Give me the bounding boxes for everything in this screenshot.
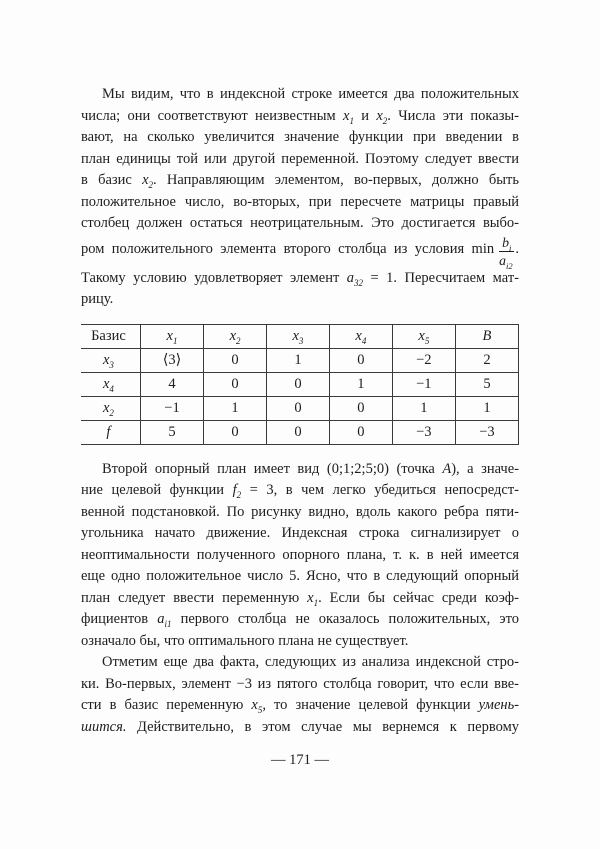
simplex-table: [81, 324, 519, 445]
table-cell: 0: [267, 420, 330, 444]
table-row: [81, 348, 519, 372]
text-line: положительное число, во-вторых, при пересчете матрицы правый: [81, 193, 519, 210]
text-line: Мы видим, что в индексной строке имеется два положительных: [102, 86, 519, 102]
table-cell: 1: [329, 372, 392, 396]
table-cell: 5: [455, 372, 518, 396]
table-cell: 0: [204, 420, 267, 444]
table-header-cell: $x_3$: [267, 324, 330, 348]
table-cell: f: [81, 420, 140, 444]
table-cell: 1: [455, 396, 518, 420]
table-cell: 1: [392, 396, 455, 420]
text-line: числа; они соответствуют неизвестным $x_1$ и $x_2$. Числа эти показы-: [81, 107, 519, 126]
table-header-cell: $x_4$: [329, 324, 392, 348]
table-cell: 0: [329, 420, 392, 444]
table-cell: 0: [329, 348, 392, 372]
text-line: Второй опорный план имеет вид (0;1;2;5;0) (точка A), а значе-: [102, 460, 519, 477]
text-line: ние целевой функции $f_2 = 3$, в чем легко убедиться непосредст-: [81, 482, 519, 501]
text-line: рицу.: [81, 291, 114, 308]
table-cell: 0: [204, 348, 267, 372]
text-line: означало бы, что оптимального плана не существует.: [81, 632, 409, 649]
table-cell: 4: [140, 372, 203, 396]
paragraph-2: [81, 459, 519, 653]
text-line: Такому условию удовлетворяет элемент $a_{32} = 1$. Пересчитаем мат-: [81, 269, 519, 288]
table-cell: 0: [329, 396, 392, 420]
text-line: план единицы той или другой переменной. Поэтому следует ввести: [81, 150, 519, 167]
table-header-cell: $x_1$: [140, 324, 203, 348]
page-number: — 171 —: [271, 752, 329, 768]
table-row: [81, 396, 519, 420]
text-line: фициентов $a_{i1}$ первого столбца не оказалось положительных, это: [81, 611, 519, 630]
table-cell: 1: [204, 396, 267, 420]
text-content: [81, 84, 519, 738]
text-line: в базис $x_2$. Направляющим элементом, во-первых, должно быть: [81, 172, 519, 190]
text-line: ки. Во-первых, элемент −3 из пятого столбца говорит, что если вве-: [81, 675, 519, 692]
table-header-cell: Базис: [81, 324, 140, 348]
table-header: [81, 324, 519, 348]
table-cell: $x_4$: [81, 372, 140, 396]
table-cell: 2: [455, 348, 518, 372]
table-header-row: [81, 324, 519, 348]
text-line: шится. Действительно, в этом случае мы вернемся к первому: [81, 718, 519, 735]
table-header-cell: B: [455, 324, 518, 348]
table-row: [81, 420, 519, 444]
table-cell: 0: [204, 372, 267, 396]
paragraph-3: [81, 652, 519, 738]
table-cell: −1: [392, 372, 455, 396]
paragraph-1: [81, 84, 519, 311]
text-line: ром положительного элемента второго столбца из условия min $\frac{b_i}{a_{i2}}$ .: [81, 234, 519, 271]
table-cell: 0: [267, 396, 330, 420]
text-line: Отметим еще два факта, следующих из анализа индексной стро-: [102, 654, 519, 671]
table-cell: −2: [392, 348, 455, 372]
table-cell: −3: [455, 420, 518, 444]
text-line: угольника начато движение. Индексная строка сигнализирует о: [81, 525, 519, 542]
text-line: еще одно положительное число 5. Ясно, что в следующий опорный: [81, 568, 519, 585]
table-cell: 5: [140, 420, 203, 444]
text-line: план следует ввести переменную $x_1$. Если бы сейчас среди коэф-: [81, 589, 519, 608]
text-line: венной подстановкой. По рисунку видно, вдоль какого ребра пяти-: [81, 503, 519, 520]
text-line: вают, на сколько увеличится значение функции при введении в: [81, 129, 519, 145]
table-cell: $x_3$: [81, 348, 140, 372]
table-cell: −3: [392, 420, 455, 444]
table-header-cell: $x_5$: [392, 324, 455, 348]
table-cell: $x_2$: [81, 396, 140, 420]
fraction: $\frac{b_i}{a_{i2}}$: [499, 234, 513, 271]
table-cell: 1: [267, 348, 330, 372]
table-body: [81, 348, 519, 444]
text-line: неоптимальности полученного опорного плана, т. к. в ней имеется: [81, 546, 519, 563]
table-row: [81, 372, 519, 396]
text-line: сти в базис переменную $x_5$, то значение целевой функции умень-: [81, 697, 519, 716]
table-cell: 0: [267, 372, 330, 396]
table-header-cell: $x_2$: [204, 324, 267, 348]
table-cell: ⟨3⟩: [140, 348, 203, 372]
text-line: столбец должен остаться неотрицательным. Это достигается выбо-: [81, 215, 519, 231]
table-cell: −1: [140, 396, 203, 420]
